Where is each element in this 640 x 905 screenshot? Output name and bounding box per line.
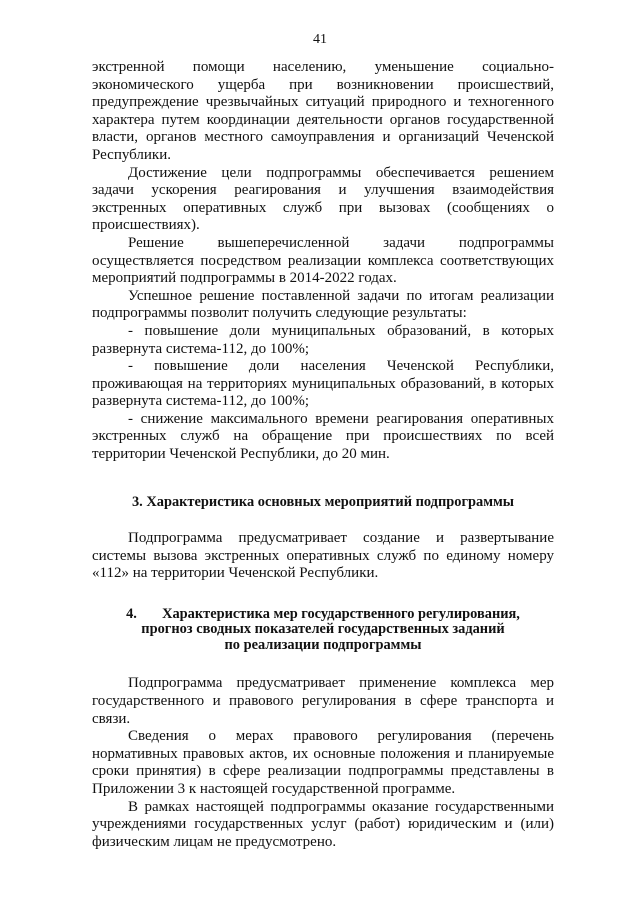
result-item-response-time: - снижение максимального времени реагирования оперативных экстренных служб на обращение при происшествиях по всей территории Чеченской Республики, до 20 мин. bbox=[92, 410, 554, 463]
result-item-municipalities: - повышение доли муниципальных образований, в которых развернута система-112, до 100%; bbox=[92, 322, 554, 357]
result-item-population: - повышение доли населения Чеченской Республики, проживающая на территориях муниципальных образований, в которых развернута система-112, до 100%; bbox=[92, 358, 554, 410]
section-4-heading-line-2: прогноз сводных показателей государственных заданий bbox=[141, 621, 505, 638]
section-4-number: 4. bbox=[126, 605, 137, 622]
page-body bbox=[92, 59, 554, 851]
paragraph-task-solution: Решение вышеперечисленной задачи подпрограммы осуществляется посредством реализации комплекса соответствующих мероприятий подпрограммы в 2014-2022 годах. bbox=[92, 234, 554, 287]
section-3-heading: 3. Характеристика основных мероприятий подпрограммы bbox=[131, 493, 515, 510]
section-4-paragraph-legal-measures: Сведения о мерах правового регулирования (перечень нормативных правовых актов, их основные положения и планируемые сроки принятия) в сфере реализации подпрограммы представлены в Приложении 3 к настоящей государственной программе. bbox=[92, 728, 554, 797]
section-4-paragraph-regulation: Подпрограмма предусматривает применение комплекса мер государственного и правового регулирования в сфере транспорта и связи. bbox=[92, 675, 554, 727]
section-4-heading bbox=[92, 607, 554, 654]
section-4-heading-line-3: по реализации подпрограммы bbox=[224, 636, 422, 653]
section-3-paragraph: Подпрограмма предусматривает создание и развертывание системы вызова экстренных оперативных служб по единому номеру «112» на территории Чеченской Республики. bbox=[92, 530, 554, 582]
section-4-paragraph-services: В рамках настоящей подпрограммы оказание государственными учреждениями государственных услуг (работ) юридическим и (или) физическим лицам не предусмотрено. bbox=[92, 798, 554, 850]
section-4-heading-line-1: 4. Характеристика мер государственного регулирования, bbox=[126, 605, 520, 622]
paragraph-goal-continuation: экстренной помощи населению, уменьшение социально-экономического ущерба при возникновении происшествий, предупреждение чрезвычайных ситуаций природного и техногенного характера путем координации деятельности органов государственной власти, органов местного самоуправления и организаций Чеченской Республики. bbox=[92, 59, 554, 163]
paragraph-expected-results: Успешное решение поставленной задачи по итогам реализации подпрограммы позволит получить следующие результаты: bbox=[92, 287, 554, 322]
paragraph-goal-achievement: Достижение цели подпрограммы обеспечивается решением задачи ускорения реагирования и улучшения взаимодействия экстренных оперативных служб при вызовах (сообщениях о происшествиях). bbox=[92, 164, 554, 234]
page-number: 41 bbox=[313, 32, 327, 47]
